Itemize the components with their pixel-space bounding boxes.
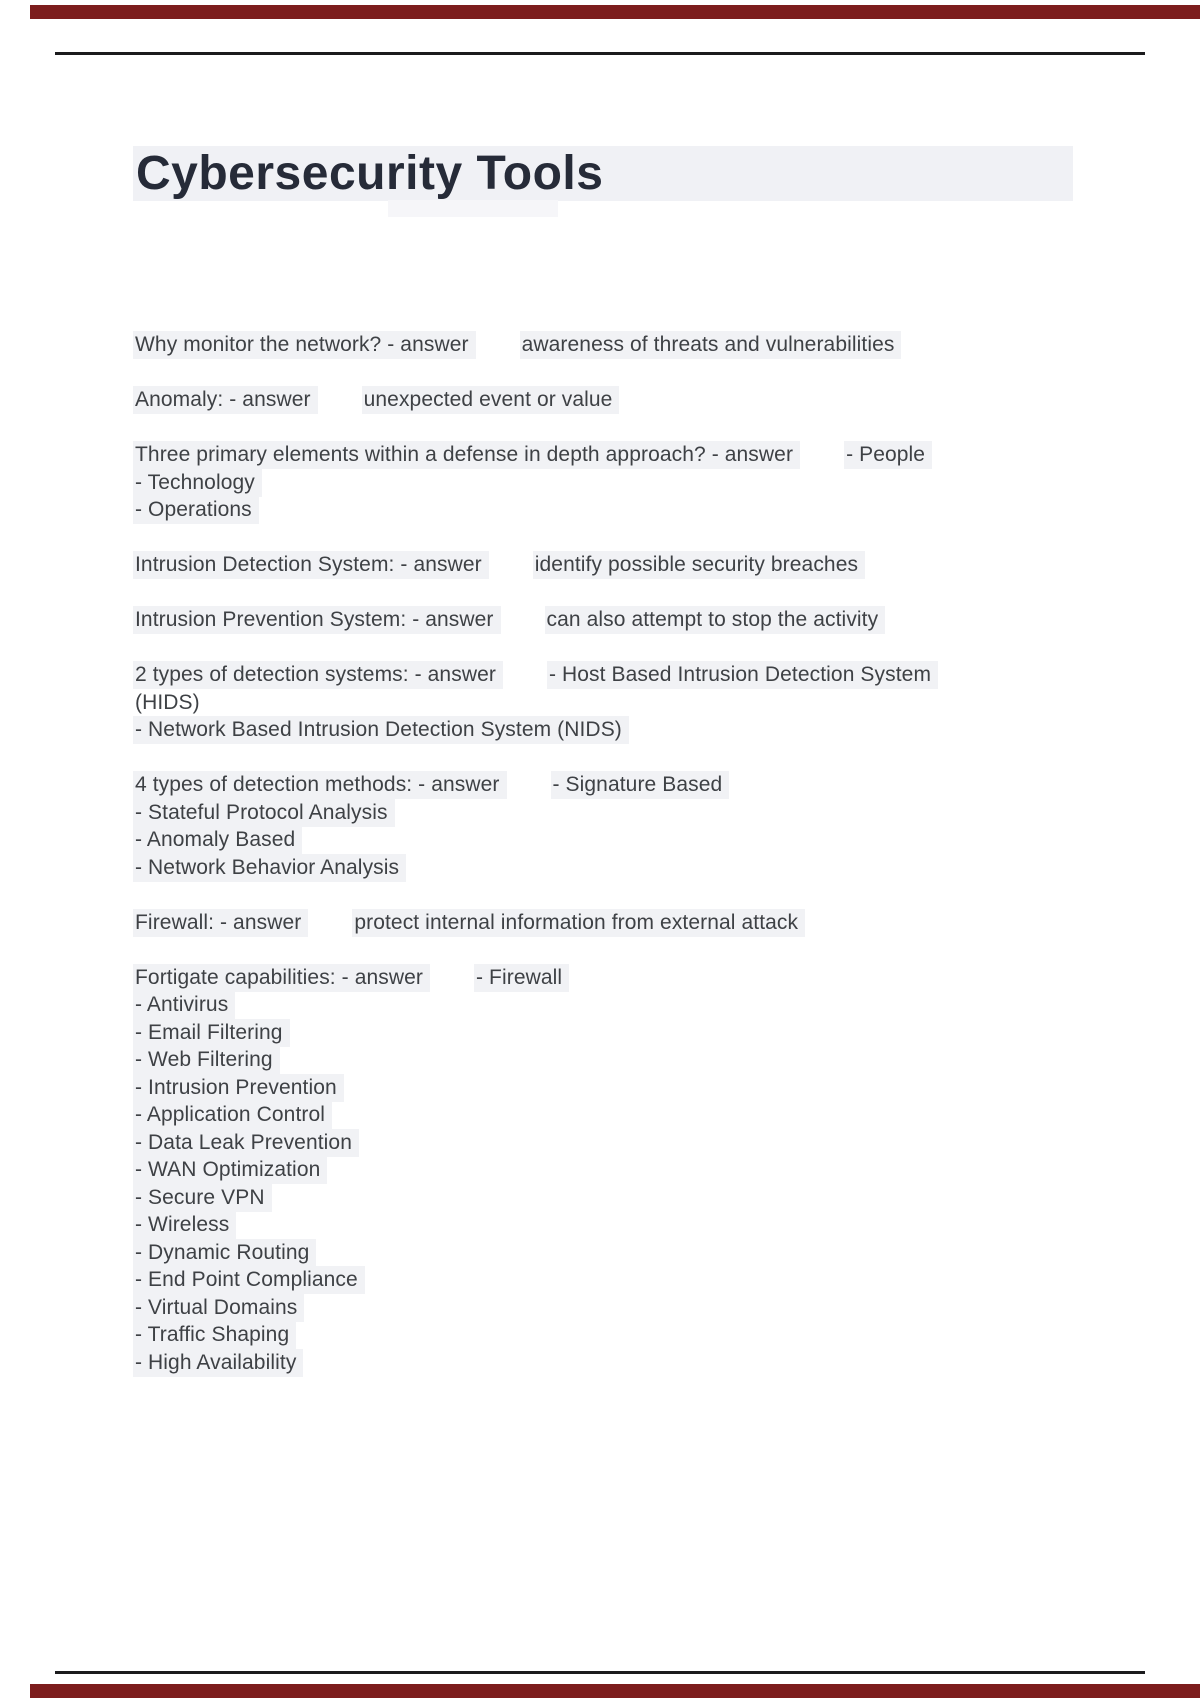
answer-extra-text: - Web Filtering — [133, 1046, 280, 1074]
qa-extra-line — [133, 1239, 1123, 1267]
qa-block — [133, 441, 1123, 524]
qa-extra-line — [133, 1046, 1123, 1074]
qa-extra-line — [133, 496, 1123, 524]
top-accent-bar — [30, 5, 1200, 19]
answer-extra-text: (HIDS) — [135, 690, 200, 714]
qa-extra-line — [133, 1074, 1123, 1102]
subtitle-placeholder — [388, 200, 558, 217]
qa-block — [133, 964, 1123, 1377]
answer-text: - Host Based Intrusion Detection System — [547, 661, 938, 689]
qa-block — [133, 606, 1123, 634]
qa-extra-line — [133, 1321, 1123, 1349]
qa-extra-line — [133, 1349, 1123, 1377]
qa-list — [133, 331, 1123, 1404]
qa-extra-line — [133, 826, 1123, 854]
answer-text: - Firewall — [474, 964, 569, 992]
qa-first-line — [133, 441, 1123, 469]
qa-extra-line — [133, 991, 1123, 1019]
question-text: Why monitor the network? - answer — [133, 331, 476, 359]
answer-text: awareness of threats and vulnerabilities — [520, 331, 902, 359]
qa-extra-line — [133, 1156, 1123, 1184]
answer-extra-text: - Stateful Protocol Analysis — [133, 799, 395, 827]
qa-extra-line — [133, 1211, 1123, 1239]
page-title: Cybersecurity Tools — [136, 147, 604, 200]
title-highlight-band — [133, 146, 1073, 201]
question-text: Three primary elements within a defense in depth approach? - answer — [133, 441, 800, 469]
qa-block — [133, 551, 1123, 579]
qa-first-line — [133, 964, 1123, 992]
footer-rule — [55, 1671, 1145, 1674]
qa-first-line — [133, 606, 1123, 634]
answer-text: unexpected event or value — [362, 386, 620, 414]
answer-extra-text: - Wireless — [133, 1211, 236, 1239]
answer-extra-text: - Intrusion Prevention — [133, 1074, 344, 1102]
qa-first-line — [133, 551, 1123, 579]
answer-text: - People — [844, 441, 932, 469]
answer-extra-text: - Secure VPN — [133, 1184, 272, 1212]
qa-block — [133, 331, 1123, 359]
answer-text: - Signature Based — [551, 771, 730, 799]
qa-first-line — [133, 661, 1123, 689]
qa-extra-line — [133, 689, 1123, 717]
qa-block — [133, 386, 1123, 414]
answer-extra-text: - Email Filtering — [133, 1019, 290, 1047]
answer-extra-text: - Anomaly Based — [133, 826, 302, 854]
answer-extra-text: - Application Control — [133, 1101, 332, 1129]
question-text: 4 types of detection methods: - answer — [133, 771, 507, 799]
answer-text: identify possible security breaches — [533, 551, 865, 579]
question-text: Firewall: - answer — [133, 909, 308, 937]
qa-first-line — [133, 386, 1123, 414]
qa-extra-line — [133, 1184, 1123, 1212]
answer-extra-text: - Traffic Shaping — [133, 1321, 296, 1349]
question-text: Intrusion Detection System: - answer — [133, 551, 489, 579]
qa-block — [133, 771, 1123, 881]
question-text: Fortigate capabilities: - answer — [133, 964, 430, 992]
bottom-accent-bar — [30, 1684, 1200, 1698]
qa-extra-line — [133, 1101, 1123, 1129]
qa-extra-line — [133, 1294, 1123, 1322]
answer-extra-text: - Dynamic Routing — [133, 1239, 316, 1267]
answer-extra-text: - End Point Compliance — [133, 1266, 365, 1294]
qa-extra-line — [133, 1266, 1123, 1294]
question-text: Anomaly: - answer — [133, 386, 318, 414]
answer-text: can also attempt to stop the activity — [545, 606, 886, 634]
question-text: Intrusion Prevention System: - answer — [133, 606, 501, 634]
answer-extra-text: - Data Leak Prevention — [133, 1129, 359, 1157]
answer-text: protect internal information from external attack — [352, 909, 805, 937]
qa-first-line — [133, 771, 1123, 799]
question-text: 2 types of detection systems: - answer — [133, 661, 503, 689]
answer-extra-text: - Network Behavior Analysis — [133, 854, 406, 882]
answer-extra-text: - Technology — [133, 469, 262, 497]
qa-extra-line — [133, 469, 1123, 497]
qa-extra-line — [133, 1129, 1123, 1157]
answer-extra-text: - Antivirus — [133, 991, 235, 1019]
header-rule — [55, 52, 1145, 55]
qa-first-line — [133, 331, 1123, 359]
answer-extra-text: - Operations — [133, 496, 259, 524]
qa-block — [133, 661, 1123, 744]
qa-extra-line — [133, 854, 1123, 882]
qa-extra-line — [133, 716, 1123, 744]
qa-block — [133, 909, 1123, 937]
answer-extra-text: - Virtual Domains — [133, 1294, 304, 1322]
answer-extra-text: - Network Based Intrusion Detection System (NIDS) — [133, 716, 629, 744]
qa-extra-line — [133, 799, 1123, 827]
answer-extra-text: - WAN Optimization — [133, 1156, 327, 1184]
qa-first-line — [133, 909, 1123, 937]
qa-extra-line — [133, 1019, 1123, 1047]
answer-extra-text: - High Availability — [133, 1349, 303, 1377]
